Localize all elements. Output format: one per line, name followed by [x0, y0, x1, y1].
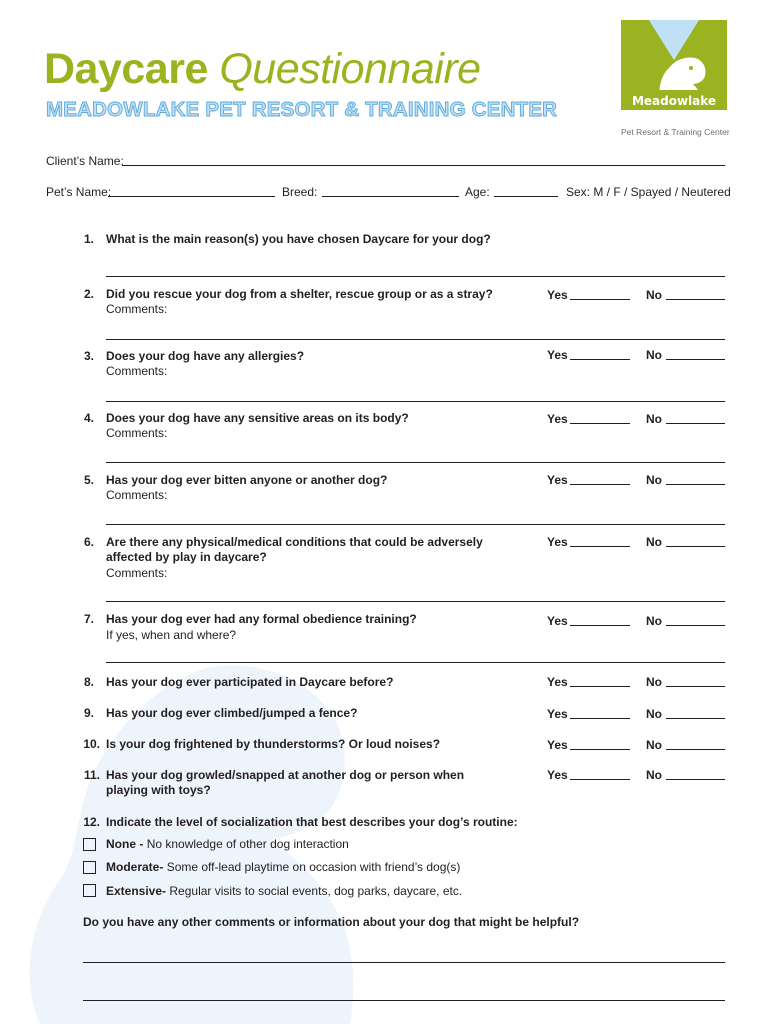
question-6-continued: affected by play in daycare? [106, 550, 267, 564]
no-label: No [646, 675, 662, 689]
question-number: 1. [83, 232, 94, 246]
no-label: No [646, 288, 662, 302]
option-label: None - [106, 837, 144, 851]
question-text: What is the main reason(s) you have chosen Daycare for your dog? [106, 232, 491, 246]
yes-label: Yes [547, 675, 568, 689]
breed-field[interactable] [322, 196, 459, 197]
training-detail-label: If yes, when and where? [106, 628, 237, 642]
yes-field-4[interactable] [570, 423, 630, 424]
no-label: No [646, 707, 662, 721]
no-label: No [646, 768, 662, 782]
no-label: No [646, 473, 662, 487]
question-text: Does your dog have any sensitive areas on its body? [106, 411, 409, 425]
title-bold: Daycare [44, 45, 208, 93]
sex-label: Sex: M / F / Spayed / Neutered [566, 185, 731, 199]
pet-name-label: Pet’s Name: [46, 185, 112, 199]
comments-label: Comments: [106, 426, 168, 440]
answer-line-5[interactable] [106, 524, 725, 525]
logo-name: Meadowlake [631, 94, 717, 108]
no-field-3[interactable] [666, 359, 725, 360]
logo-tagline: Pet Resort & Training Center [621, 127, 730, 137]
yes-field-6[interactable] [570, 546, 630, 547]
socialization-option-moderate [106, 860, 460, 874]
question-number: 6. [83, 535, 94, 549]
final-answer-line-1[interactable] [83, 962, 725, 963]
yes-label: Yes [547, 288, 568, 302]
question-text: Did you rescue your dog from a shelter, rescue group or as a stray? [106, 287, 493, 301]
no-field-7[interactable] [666, 625, 725, 626]
question-text: Indicate the level of socialization that best describes your dog’s routine: [106, 815, 518, 829]
question-text: Is your dog frightened by thunderstorms? Or loud noises? [106, 737, 441, 751]
option-description: Some off-lead playtime on occasion with friend’s dog(s) [166, 860, 461, 874]
yes-field-2[interactable] [570, 299, 630, 300]
client-name-label: Client’s Name: [46, 154, 124, 168]
no-label: No [646, 738, 662, 752]
answer-line-6[interactable] [106, 601, 725, 602]
question-text: Has your dog ever climbed/jumped a fence? [106, 706, 358, 720]
comments-label: Comments: [106, 566, 168, 580]
no-label: No [646, 348, 662, 362]
comments-label: Comments: [106, 488, 168, 502]
yes-field-10[interactable] [570, 749, 630, 750]
no-field-6[interactable] [666, 546, 725, 547]
comments-label: Comments: [106, 364, 168, 378]
extensive-checkbox[interactable] [83, 884, 96, 897]
no-field-8[interactable] [666, 686, 725, 687]
no-field-9[interactable] [666, 718, 725, 719]
answer-line-4[interactable] [106, 462, 725, 463]
yes-field-9[interactable] [570, 718, 630, 719]
yes-label: Yes [547, 473, 568, 487]
no-field-2[interactable] [666, 299, 725, 300]
no-field-4[interactable] [666, 423, 725, 424]
pet-name-field[interactable] [108, 196, 275, 197]
question-number: 5. [83, 473, 94, 487]
no-label: No [646, 412, 662, 426]
moderate-checkbox[interactable] [83, 861, 96, 874]
yes-label: Yes [547, 535, 568, 549]
question-text: Has your dog ever participated in Daycare before? [106, 675, 394, 689]
answer-line-2[interactable] [106, 339, 725, 340]
question-number: 11. [83, 768, 100, 782]
age-field[interactable] [494, 196, 558, 197]
question-number: 10. [83, 737, 100, 751]
breed-label: Breed: [282, 185, 318, 199]
yes-label: Yes [547, 738, 568, 752]
answer-line-3[interactable] [106, 401, 725, 402]
yes-label: Yes [547, 768, 568, 782]
question-number: 3. [83, 349, 94, 363]
answer-line-1[interactable] [106, 276, 725, 277]
yes-label: Yes [547, 348, 568, 362]
question-text: Does your dog have any allergies? [106, 349, 305, 363]
meadowlake-logo [621, 20, 727, 110]
yes-label: Yes [547, 707, 568, 721]
client-name-field[interactable] [122, 165, 725, 166]
option-label: Extensive- [106, 884, 167, 898]
yes-field-7[interactable] [570, 625, 630, 626]
socialization-option-none [106, 837, 349, 851]
yes-label: Yes [547, 614, 568, 628]
option-label: Moderate- [106, 860, 164, 874]
yes-field-3[interactable] [570, 359, 630, 360]
no-field-10[interactable] [666, 749, 725, 750]
socialization-option-extensive [106, 884, 462, 898]
question-text: Are there any physical/medical conditions that could be adversely [106, 535, 483, 549]
question-number: 8. [83, 675, 94, 689]
question-number: 12. [83, 815, 100, 829]
question-text: Has your dog growled/snapped at another dog or person when [106, 768, 465, 782]
no-field-11[interactable] [666, 779, 725, 780]
question-number: 7. [83, 612, 94, 626]
option-description: No knowledge of other dog interaction [146, 837, 349, 851]
final-question: Do you have any other comments or information about your dog that might be helpful? [83, 915, 580, 929]
no-field-5[interactable] [666, 484, 725, 485]
final-answer-line-2[interactable] [83, 1000, 725, 1001]
option-description: Regular visits to social events, dog parks, daycare, etc. [169, 884, 463, 898]
question-number: 2. [83, 287, 94, 301]
yes-field-11[interactable] [570, 779, 630, 780]
yes-field-5[interactable] [570, 484, 630, 485]
none-checkbox[interactable] [83, 838, 96, 851]
page-title [44, 44, 481, 94]
question-number: 9. [83, 706, 94, 720]
yes-field-8[interactable] [570, 686, 630, 687]
question-text: Has your dog ever had any formal obedience training? [106, 612, 417, 626]
question-number: 4. [83, 411, 94, 425]
no-label: No [646, 614, 662, 628]
question-text: Has your dog ever bitten anyone or another dog? [106, 473, 388, 487]
age-label: Age: [465, 185, 490, 199]
yes-label: Yes [547, 412, 568, 426]
title-italic: Questionnaire [219, 45, 481, 93]
comments-label: Comments: [106, 302, 168, 316]
question-11-continued: playing with toys? [106, 783, 211, 797]
answer-line-7[interactable] [106, 662, 725, 663]
subtitle: MEADOWLAKE PET RESORT & TRAINING CENTER [46, 98, 558, 121]
no-label: No [646, 535, 662, 549]
